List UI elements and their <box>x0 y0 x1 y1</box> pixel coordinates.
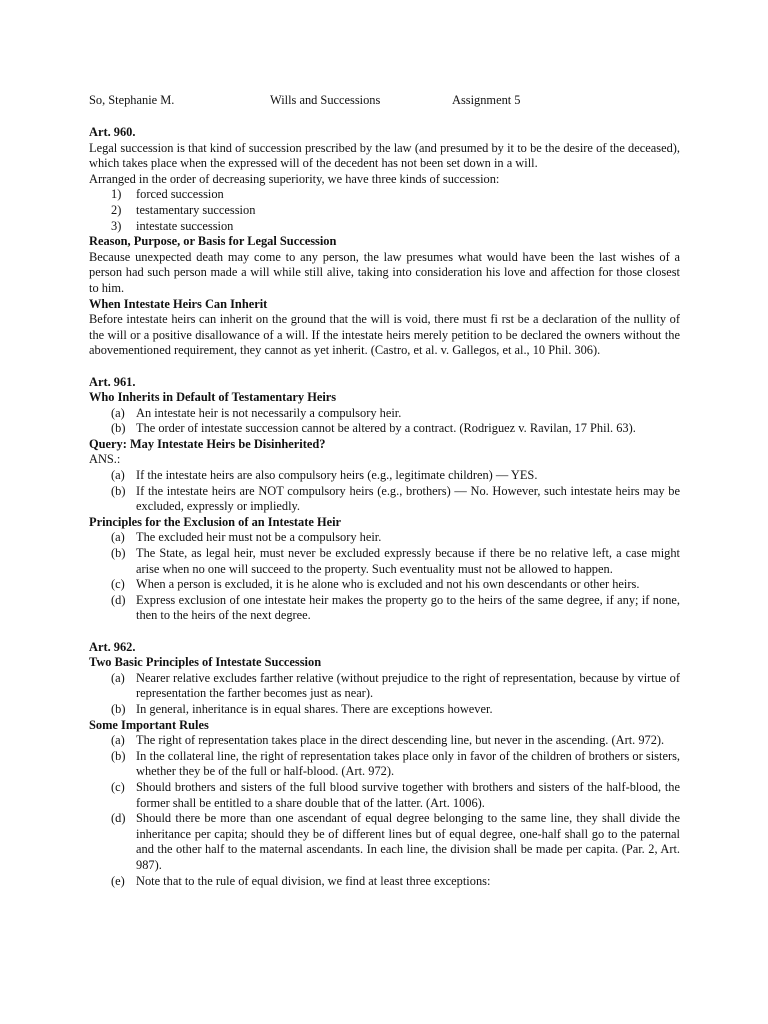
spacer <box>89 624 680 640</box>
list-item <box>89 546 680 577</box>
section-heading: Reason, Purpose, or Basis for Legal Succession <box>89 234 337 249</box>
important-rules-list <box>89 733 680 889</box>
basic-principles-list <box>89 671 680 718</box>
list-marker: (b) <box>111 546 126 561</box>
paragraph: Arranged in the order of decreasing superiority, we have three kinds of succession: <box>89 171 500 186</box>
list-marker: (a) <box>111 468 125 483</box>
list-item <box>89 749 680 780</box>
list-item-text: If the intestate heirs are also compulsory heirs (e.g., legitimate children) — YES. <box>136 468 538 483</box>
list-item <box>89 702 680 718</box>
list-marker: 3) <box>111 218 122 233</box>
succession-kinds-list <box>89 187 680 234</box>
paragraph: Before intestate heirs can inherit on the ground that the will is void, there must fi rst be a declaration of the nullity of the will or a positive disallowance of a will. If the intestate heirs merely petition to be declared the owners without the abovementioned requirement, they cannot as yet inherit. (Castro, et al. v. Gallegos, et al., 10 Phil. 306). <box>89 312 680 358</box>
paragraph: Because unexpected death may come to any person, the law presumes what would have been the last wishes of a person had such person made a will while still alive, taking into consideration his love and affection for those closest to him. <box>89 249 680 295</box>
list-marker: (a) <box>111 733 125 748</box>
section-heading: Some Important Rules <box>89 717 209 732</box>
list-marker: (b) <box>111 483 126 498</box>
list-item-text: In general, inheritance is in equal shares. There are exceptions however. <box>136 701 493 716</box>
list-item <box>89 421 680 437</box>
list-item <box>89 811 680 873</box>
list-marker: (b) <box>111 421 126 436</box>
list-item-text: The right of representation takes place in the direct descending line, but never in the ascending. (Art. 972). <box>136 733 665 748</box>
section-heading: Query: May Intestate Heirs be Disinherited? <box>89 436 326 451</box>
list-item-text: Should there be more than one ascendant of equal degree belonging to the same line, they shall divide the inheritance per capita; should they be of different lines but of equal degree, one-half shall go to the paternal and the other half to the maternal ascendants. In each line, the division shall be made per capita. (Par. 2, Art. 987). <box>136 811 680 872</box>
list-item-text: If the intestate heirs are NOT compulsory heirs (e.g., brothers) — No. However, such intestate heirs may be excluded, expressly or impliedly. <box>136 483 680 514</box>
section-heading: Principles for the Exclusion of an Intestate Heir <box>89 514 342 529</box>
list-marker: (a) <box>111 530 125 545</box>
list-item <box>89 530 680 546</box>
list-marker: (d) <box>111 592 126 607</box>
list-marker: (a) <box>111 405 125 420</box>
list-marker: 1) <box>111 187 122 202</box>
section-art-961 <box>89 375 680 625</box>
list-item-text: forced succession <box>136 187 224 202</box>
list-marker: (a) <box>111 670 125 685</box>
list-item <box>89 733 680 749</box>
list-item <box>89 874 680 890</box>
list-marker: (e) <box>111 873 125 888</box>
course-title: Wills and Successions <box>270 93 381 107</box>
list-item <box>89 671 680 702</box>
list-item-text: An intestate heir is not necessarily a compulsory heir. <box>136 405 402 420</box>
list-item <box>89 203 680 219</box>
list-item <box>89 484 680 515</box>
article-title: Art. 960. <box>89 125 136 139</box>
list-item <box>89 219 680 235</box>
list-item <box>89 468 680 484</box>
list-item <box>89 780 680 811</box>
list-item-text: Nearer relative excludes farther relative (without prejudice to the right of representation, because by virtue of representation the farther becomes just as near). <box>136 670 680 701</box>
list-item-text: testamentary succession <box>136 202 256 217</box>
section-heading: Two Basic Principles of Intestate Succession <box>89 655 322 670</box>
list-item-text: Should brothers and sisters of the full blood survive together with brothers and sisters of the half-blood, the former shall be entitled to a share double that of the latter. (Art. 1006). <box>136 779 680 810</box>
list-item-text: Note that to the rule of equal division, we find at least three exceptions: <box>136 873 491 888</box>
answer-label: ANS.: <box>89 452 121 467</box>
section-heading: Who Inherits in Default of Testamentary Heirs <box>89 390 337 405</box>
article-title: Art. 961. <box>89 374 136 389</box>
list-item-text: The State, as legal heir, must never be excluded expressly because if there be no relative left, a case might arise when no one will succeed to the property. Such eventuality must not be allowed to happen. <box>136 546 680 576</box>
list-item-text: The excluded heir must not be a compulsory heir. <box>136 530 382 545</box>
assignment-label: Assignment 5 <box>452 93 521 107</box>
list-item-text: In the collateral line, the right of representation takes place only in favor of the children of brothers or sisters, whether they be of the full or half-blood. (Art. 972). <box>136 748 680 779</box>
default-heirs-list <box>89 406 680 437</box>
list-marker: (b) <box>111 701 126 716</box>
list-item-text: When a person is excluded, it is he alone who is excluded and not his own descendants or other heirs. <box>136 577 640 592</box>
list-marker: (b) <box>111 748 126 763</box>
section-art-962 <box>89 640 680 890</box>
list-item <box>89 593 680 624</box>
list-item <box>89 406 680 422</box>
list-item-text: Express exclusion of one intestate heir makes the property go to the heirs of the same degree, if any; if none, then to the heirs of the next degree. <box>136 592 680 623</box>
list-marker: 2) <box>111 202 122 217</box>
paragraph: Legal succession is that kind of succession prescribed by the law (and presumed by it to be the desire of the deceased), which takes place when the expressed will of the decedent has not been set down in a will. <box>89 140 680 171</box>
exclusion-principles-list <box>89 530 680 624</box>
list-marker: (c) <box>111 577 125 592</box>
disinheritance-list <box>89 468 680 515</box>
list-item <box>89 187 680 203</box>
author-name: So, Stephanie M. <box>89 93 175 107</box>
list-marker: (c) <box>111 779 125 794</box>
section-art-960 <box>89 125 680 359</box>
article-title: Art. 962. <box>89 639 136 654</box>
spacer <box>89 359 680 375</box>
list-item <box>89 577 680 593</box>
list-marker: (d) <box>111 811 126 826</box>
section-heading: When Intestate Heirs Can Inherit <box>89 296 268 311</box>
document-header <box>89 93 680 109</box>
list-item-text: intestate succession <box>136 218 234 233</box>
list-item-text: The order of intestate succession cannot be altered by a contract. (Rodriguez v. Ravilan, 17 Phil. 63). <box>136 421 636 436</box>
